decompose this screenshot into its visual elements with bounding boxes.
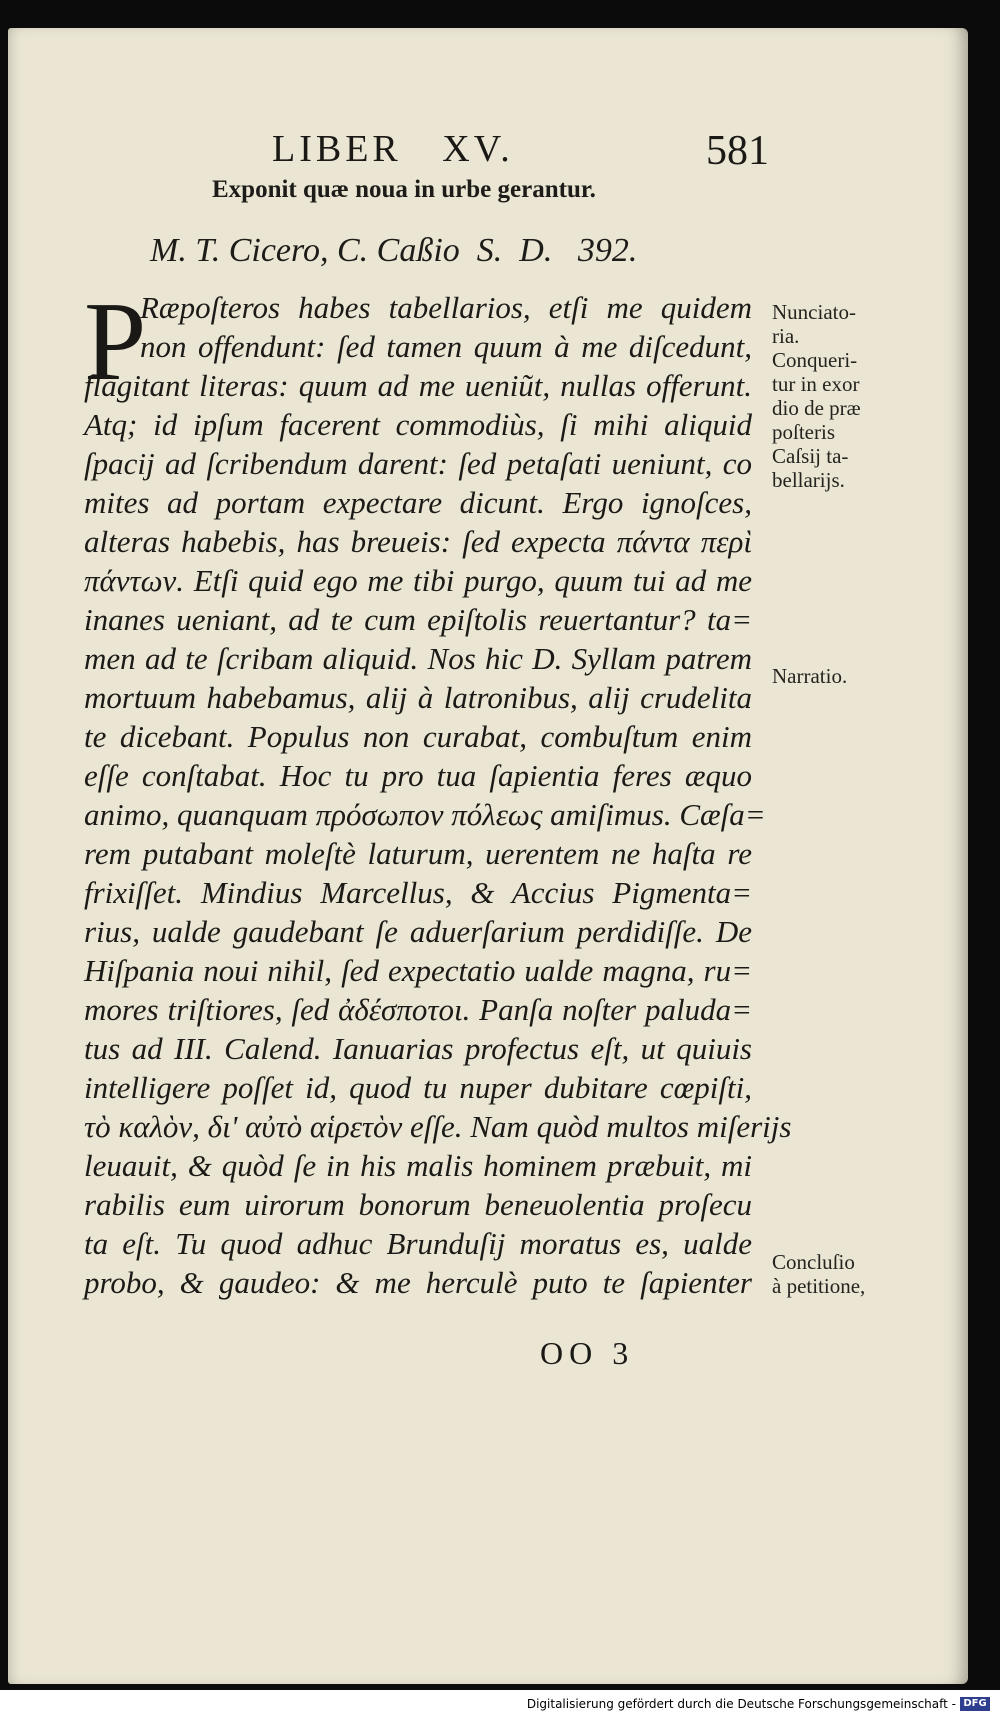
letter-heading: M. T. Cicero, C. Caßio S. D. 392. (150, 232, 638, 269)
text-line: ta eſt. Tu quod adhuc Brunduſij moratus es, ualde (84, 1226, 752, 1261)
text-line: rius, ualde gaudebant ſe aduerſarium perdidiſſe. De (84, 914, 752, 949)
dfg-logo-icon: DFG (960, 1697, 990, 1711)
margin-note-line: ria. (772, 324, 800, 348)
footer-credit: Digitalisierung gefördert durch die Deutsche Forschungsgemeinschaft - (526, 1697, 956, 1711)
text-line: eſſe conſtabat. Hoc tu pro tua ſapientia feres æquo (84, 758, 752, 793)
text-line: mores triſtiores, ſed ἀδέσποτοι. Panſa noſter paluda= (84, 992, 752, 1027)
margin-note-nunciatoria (772, 300, 922, 492)
margin-note-line: tur in exor (772, 372, 860, 396)
margin-note-line: Nunciato- (772, 300, 856, 324)
page-number: 581 (706, 128, 769, 174)
margin-note-line: Narratio. (772, 664, 848, 688)
text-line: rem putabant moleſtè laturum, uerentem ne haſta re (84, 836, 752, 871)
text-line: animo, quanquam πρόσωπον πόλεως amiſimus. Cæſa= (84, 797, 766, 832)
margin-note-line: à petitione, (772, 1274, 866, 1298)
text-line: τὸ καλὸν, δι' αὐτὸ αἱρετὸν eſſe. Nam quòd multos miſerijs (84, 1109, 792, 1144)
text-line: mites ad portam expectare dicunt. Ergo ignoſces, (84, 485, 752, 520)
text-line: te dicebant. Populus non curabat, combuſtum enim (84, 719, 752, 754)
text-line: Ræpoſteros habes tabellarios, etſi me quidem (140, 290, 752, 325)
drop-capital: P (84, 280, 147, 404)
text-line: intelligere poſſet id, quod tu nuper dubitare cœpiſti, (84, 1070, 752, 1105)
running-head: LIBER XV. (272, 128, 514, 170)
text-line: rabilis eum uirorum bonorum beneuolentia proſecu (84, 1187, 752, 1222)
margin-note-narratio (772, 664, 922, 688)
text-line: Atq; id ipſum facerent commodiùs, ſi mihi aliquid (84, 407, 752, 442)
text-line: alteras habebis, has breueis: ſed expecta πάντα περὶ (84, 524, 752, 559)
text-line: tus ad III. Calend. Ianuarias profectus eſt, ut quiuis (84, 1031, 752, 1066)
margin-note-line: Conqueri- (772, 348, 858, 372)
text-line: probo, & gaudeo: & me herculè puto te ſapienter (84, 1265, 752, 1300)
text-line: inanes ueniant, ad te cum epiſtolis reuertantur? ta= (84, 602, 752, 637)
signature-mark: OO 3 (540, 1335, 635, 1371)
margin-note-line: Concluſio (772, 1250, 855, 1274)
text-line: frixiſſet. Mindius Marcellus, & Accius Pigmenta= (84, 875, 752, 910)
text-line: Hiſpania noui nihil, ſed expectatio ualde magna, ru= (84, 953, 752, 988)
text-line: men ad te ſcribam aliquid. Nos hic D. Syllam patrem (84, 641, 752, 676)
text-line: πάντων. Etſi quid ego me tibi purgo, quum tui ad me (84, 563, 752, 598)
text-line: flagitant literas: quum ad me ueniũt, nullas offerunt. (84, 368, 752, 403)
margin-note-line: poſteris (772, 420, 835, 444)
text-line: non offendunt: ſed tamen quum à me diſcedunt, (140, 329, 752, 364)
text-line: ſpacij ad ſcribendum darent: ſed petaſati ueniunt, co (84, 446, 752, 481)
margin-note-conclusio (772, 1250, 922, 1298)
text-line: leuauit, & quòd ſe in his malis hominem præbuit, mi (84, 1148, 752, 1183)
text-line: mortuum habebamus, alij à latronibus, alij crudelita (84, 680, 752, 715)
margin-note-line: dio de præ (772, 396, 861, 420)
margin-note-line: Caſsij ta- (772, 444, 849, 468)
chapter-summary: Exponit quæ noua in urbe gerantur. (212, 176, 596, 203)
margin-note-line: bellarijs. (772, 468, 845, 492)
